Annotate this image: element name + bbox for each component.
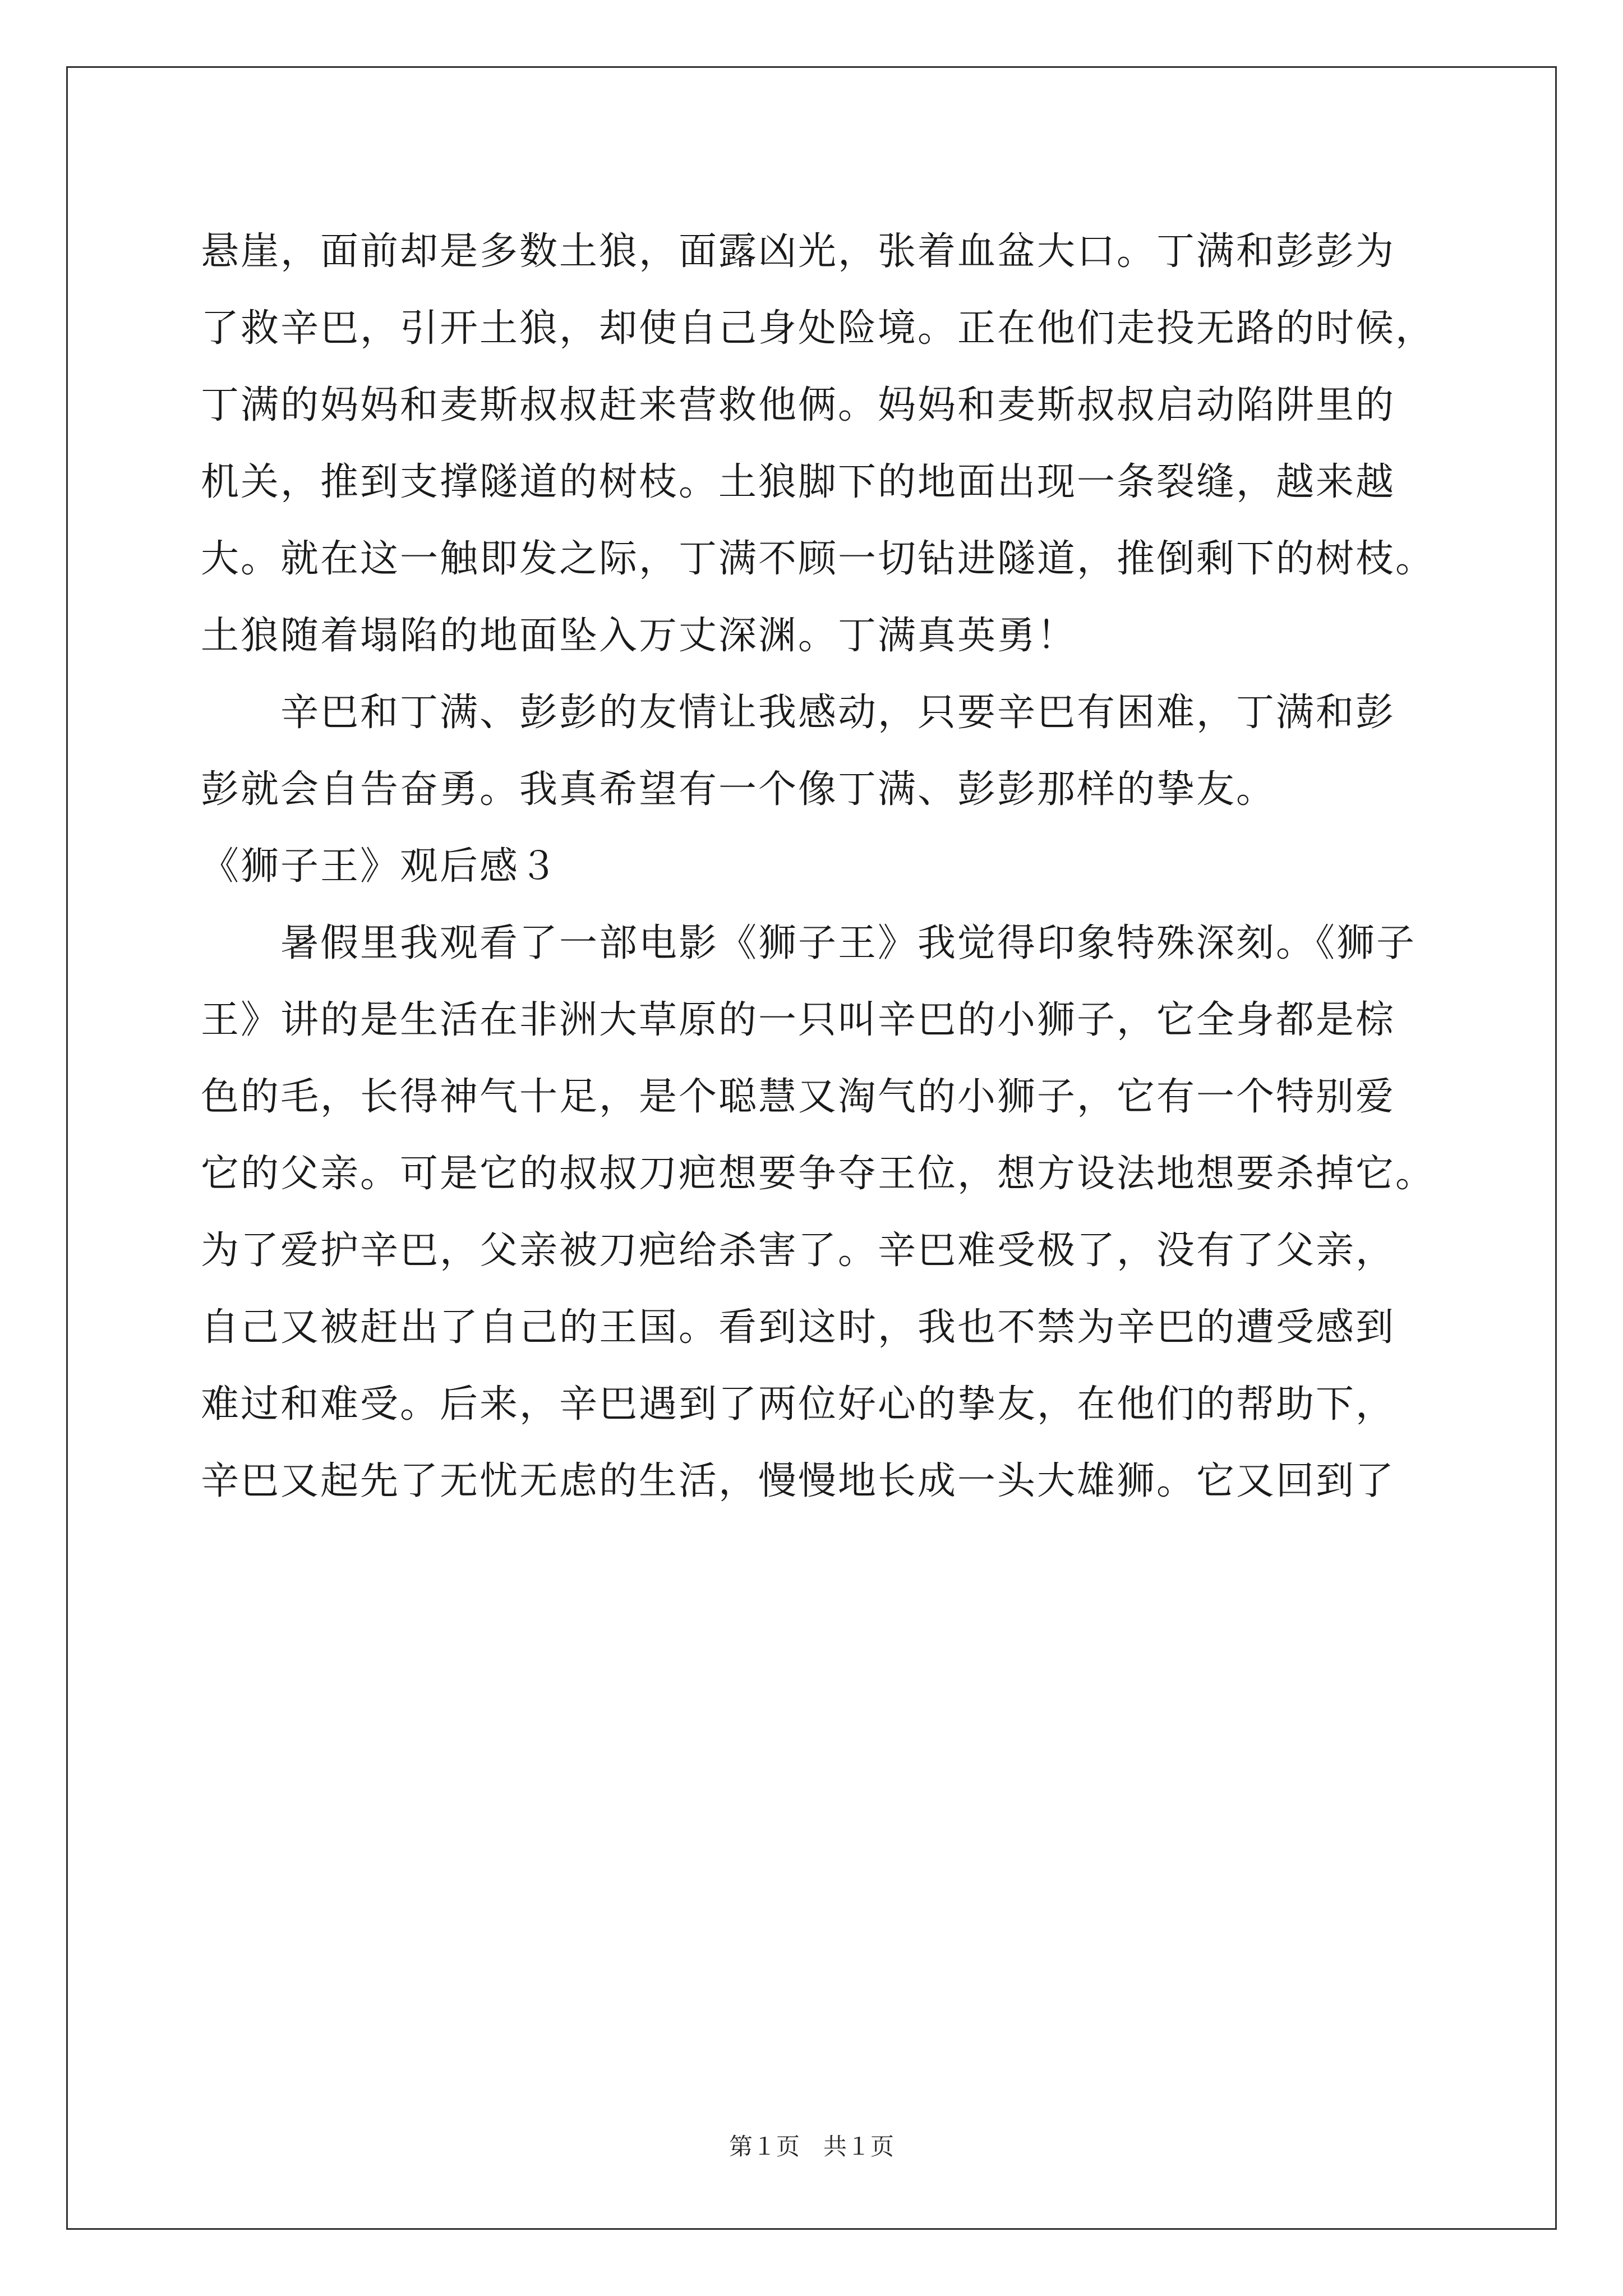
paragraph-line-14: 为了爱护辛巴，父亲被刀疤给杀害了。辛巴难受极了，没有了父亲， xyxy=(201,1228,1396,1273)
section-heading: 《狮子王》观后感３ xyxy=(201,844,560,889)
paragraph-line-11: 王》讲的是生活在非洲大草原的一只叫辛巴的小狮子，它全身都是棕 xyxy=(201,998,1396,1042)
paragraph-line-7: 辛巴和丁满、彭彭的友情让我感动，只要辛巴有困难，丁满和彭 xyxy=(201,691,1396,735)
paragraph-line-15: 自己又被赶出了自己的王国。看到这时，我也不禁为辛巴的遭受感到 xyxy=(201,1305,1396,1350)
paragraph-line-2: 了救辛巴，引开土狼，却使自己身处险境。正在他们走投无路的时候， xyxy=(201,306,1436,351)
paragraph-line-3: 丁满的妈妈和麦斯叔叔赶来营救他俩。妈妈和麦斯叔叔启动陷阱里的 xyxy=(201,383,1396,427)
paragraph-line-10: 暑假里我观看了一部电影《狮子王》我觉得印象特殊深刻。《狮子 xyxy=(201,921,1417,965)
paragraph-line-6: 土狼随着塌陷的地面坠入万丈深渊。丁满真英勇！ xyxy=(201,614,1077,658)
paragraph-line-12: 色的毛，长得神气十足，是个聪慧又淘气的小狮子，它有一个特别爱 xyxy=(201,1075,1396,1119)
paragraph-line-16: 难过和难受。后来，辛巴遇到了两位好心的挚友，在他们的帮助下， xyxy=(201,1382,1396,1427)
paragraph-line-17: 辛巴又起先了无忧无虑的生活，慢慢地长成一头大雄狮。它又回到了 xyxy=(201,1459,1396,1503)
paragraph-line-5: 大。就在这一触即发之际，丁满不顾一切钻进隧道，推倒剩下的树枝。 xyxy=(201,537,1436,581)
paragraph-line-13: 它的父亲。可是它的叔叔刀疤想要争夺王位，想方设法地想要杀掉它。 xyxy=(201,1152,1436,1196)
paragraph-line-8: 彭就会自告奋勇。我真希望有一个像丁满、彭彭那样的挚友。 xyxy=(201,767,1276,812)
page-number-footer: 第１页 共１页 xyxy=(728,2133,894,2160)
paragraph-line-1: 悬崖，面前却是多数土狼，面露凶光，张着血盆大口。丁满和彭彭为 xyxy=(201,229,1396,274)
paragraph-line-4: 机关，推到支撑隧道的树枝。土狼脚下的地面出现一条裂缝，越来越 xyxy=(201,460,1396,504)
